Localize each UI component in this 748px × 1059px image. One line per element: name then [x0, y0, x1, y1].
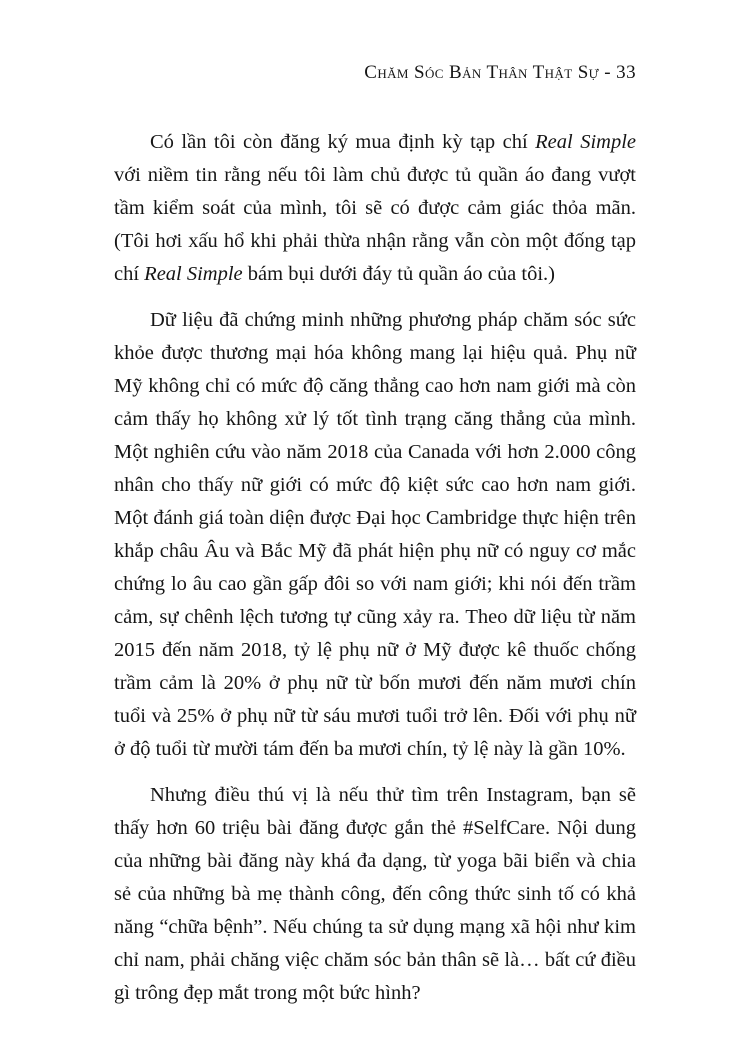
running-header-text: Chăm Sóc Bản Thân Thật Sự - 33: [364, 62, 636, 83]
italic-text-run: Real Simple: [144, 263, 243, 285]
text-run: Nhưng điều thú vị là nếu thử tìm trên Instagram, bạn sẽ thấy hơn 60 triệu bài đăng được gắn thẻ #SelfCare. Nội dung của những bài đăng này khá đa dạng, từ yoga bãi biển và chia sẻ của những bà mẹ thành công, đến công thức sinh tố có khả năng “chữa bệnh”. Nếu chúng ta sử dụng mạng xã hội như kim chỉ nam, phải chăng việc chăm sóc bản thân sẽ là… bất cứ điều gì trông đẹp mắt trong một bức hình?: [114, 784, 636, 1004]
text-run: Có lần tôi còn đăng ký mua định kỳ tạp chí: [150, 131, 536, 153]
text-run: với niềm tin rằng nếu tôi làm chủ được tủ quần áo đang vượt tầm kiểm soát của mình, tôi sẽ có được cảm giác thỏa mãn. (Tôi hơi xấu hổ khi phải thừa nhận rằng vẫn còn một đống tạp chí: [114, 164, 636, 285]
italic-text-run: Real Simple: [535, 131, 636, 153]
page-body: [114, 126, 636, 1010]
text-run: Dữ liệu đã chứng minh những phương pháp chăm sóc sức khỏe được thương mại hóa không mang lại hiệu quả. Phụ nữ Mỹ không chỉ có mức độ căng thẳng cao hơn nam giới mà còn cảm thấy họ không xử lý tốt tình trạng căng thẳng của mình. Một nghiên cứu vào năm 2018 của Canada với hơn 2.000 công nhân cho thấy nữ giới có mức độ kiệt sức cao hơn nam giới. Một đánh giá toàn diện được Đại học Cambridge thực hiện trên khắp châu Âu và Bắc Mỹ đã phát hiện phụ nữ có nguy cơ mắc chứng lo âu cao gần gấp đôi so với nam giới; khi nói đến trầm cảm, sự chênh lệch tương tự cũng xảy ra. Theo dữ liệu từ năm 2015 đến năm 2018, tỷ lệ phụ nữ ở Mỹ được kê thuốc chống trầm cảm là 20% ở phụ nữ từ bốn mươi đến năm mươi chín tuổi và 25% ở phụ nữ từ sáu mươi tuổi trở lên. Đối với phụ nữ ở độ tuổi từ mười tám đến ba mươi chín, tỷ lệ này là gần 10%.: [114, 309, 636, 760]
running-header: [114, 62, 636, 84]
text-run: bám bụi dưới đáy tủ quần áo của tôi.): [242, 263, 555, 285]
paragraph-2: [114, 304, 636, 766]
paragraph-1: [114, 126, 636, 291]
paragraph-3: [114, 779, 636, 1010]
